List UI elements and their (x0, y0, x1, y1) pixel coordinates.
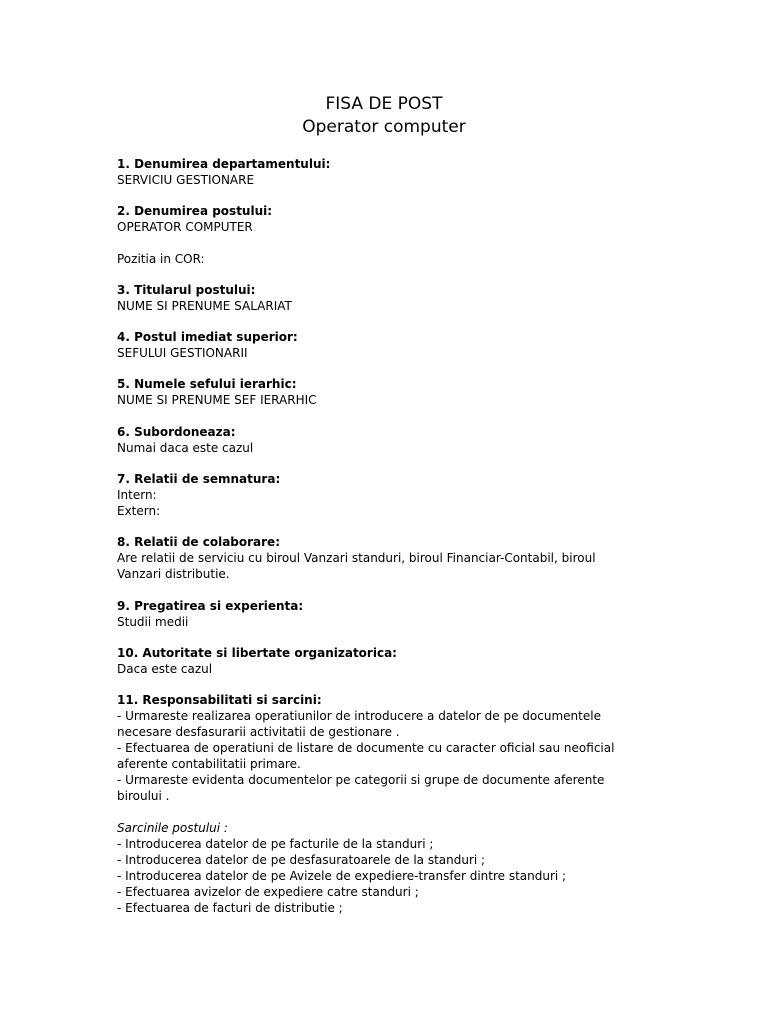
section-line: - Urmareste realizarea operatiunilor de introducere a datelor de pe documentele (117, 709, 601, 724)
task-item: - Introducerea datelor de pe facturile de la standuri ; (117, 836, 434, 851)
section-heading: 8. Relatii de colaborare: (117, 535, 280, 550)
section-value: Daca este cazul (117, 661, 213, 676)
cor-label: Pozitia in COR: (117, 251, 205, 266)
section-line: Extern: (117, 504, 161, 519)
section-heading: 3. Titularul postului: (117, 282, 256, 297)
section-tasks (117, 820, 657, 916)
section-heading: 11. Responsabilitati si sarcini: (117, 693, 322, 708)
task-item: - Efectuarea avizelor de expediere catre standuri ; (117, 884, 419, 899)
section-value: SEFULUI GESTIONARII (117, 346, 248, 361)
section-department (117, 156, 657, 188)
section-heading: 9. Pregatirea si experienta: (117, 598, 304, 613)
section-position (117, 203, 657, 235)
section-value: NUME SI PRENUME SEF IERARHIC (117, 393, 317, 408)
section-heading: 10. Autoritate si libertate organizatorica: (117, 645, 397, 660)
section-heading: 6. Subordoneaza: (117, 424, 236, 439)
section-value: SERVICIU GESTIONARE (117, 173, 255, 187)
section-signature (117, 471, 657, 519)
section-heading: 7. Relatii de semnatura: (117, 472, 281, 487)
section-responsibilities (117, 692, 657, 804)
section-heading: 2. Denumirea postului: (117, 204, 273, 219)
task-item: - Efectuarea de facturi de distributie ; (117, 900, 343, 915)
section-authority (117, 645, 657, 677)
section-line: Are relatii de serviciu cu biroul Vanzari standuri, biroul Financiar-Contabil, biroul (117, 551, 596, 566)
section-heading: 4. Postul imediat superior: (117, 330, 298, 345)
section-line: biroului . (117, 789, 170, 804)
section-value: Numai daca este cazul (117, 440, 254, 455)
section-value: NUME SI PRENUME SALARIAT (117, 298, 292, 313)
section-cor (117, 251, 657, 267)
section-holder (117, 282, 657, 314)
section-chief (117, 376, 657, 408)
section-line: Vanzari distributie. (117, 567, 230, 582)
section-value: OPERATOR COMPUTER (117, 220, 253, 235)
section-line: Intern: (117, 488, 157, 503)
section-heading: 5. Numele sefului ierarhic: (117, 377, 297, 392)
section-line: - Urmareste evidenta documentelor pe categorii si grupe de documente aferente (117, 773, 605, 788)
document-body (117, 156, 657, 931)
section-collaboration (117, 534, 657, 582)
document-title: FISA DE POST (325, 94, 443, 114)
task-item: - Introducerea datelor de pe Avizele de expediere-transfer dintre standuri ; (117, 868, 567, 883)
section-subordinates (117, 424, 657, 456)
section-training (117, 598, 657, 630)
task-item: - Introducerea datelor de pe desfasuratoarele de la standuri ; (117, 852, 486, 867)
section-value: Studii medii (117, 614, 189, 629)
section-line: aferente contabilitatii primare. (117, 757, 301, 772)
section-line: - Efectuarea de operatiuni de listare de documente cu caracter oficial sau neoficial (117, 741, 615, 756)
section-line: necesare desfasurarii activitatii de gestionare . (117, 725, 400, 740)
tasks-heading: Sarcinile postului : (117, 820, 228, 835)
document-subtitle: Operator computer (302, 117, 466, 137)
section-heading: 1. Denumirea departamentului: (117, 157, 331, 171)
section-superior (117, 329, 657, 361)
